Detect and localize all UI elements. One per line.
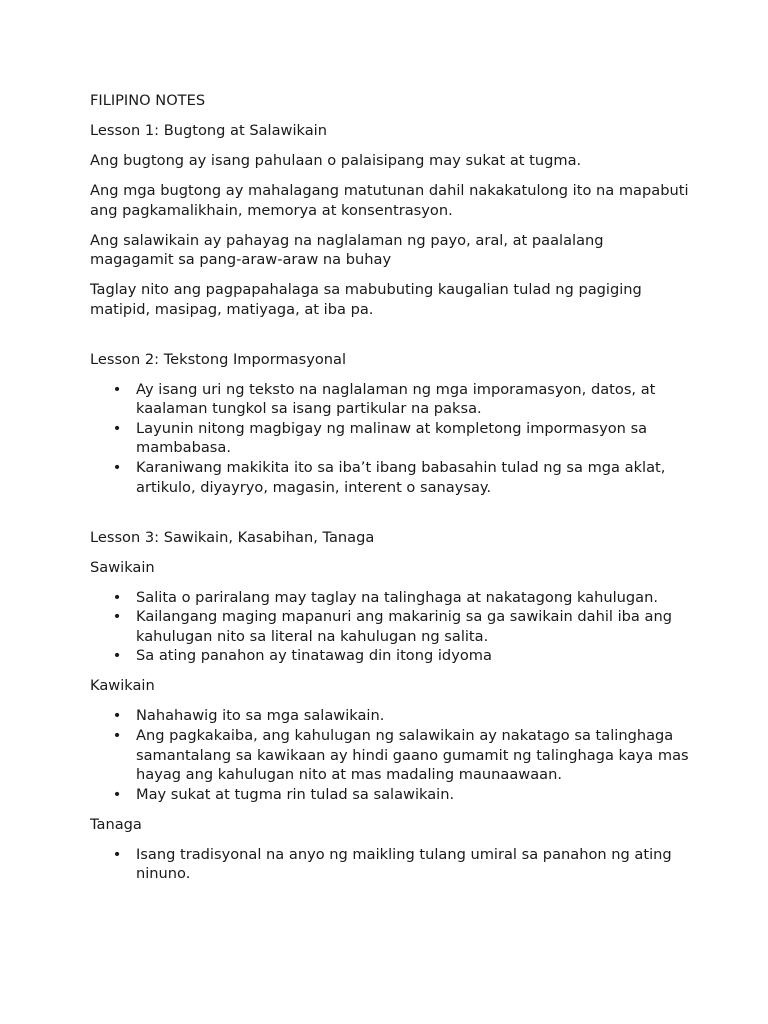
- list-item: [90, 588, 690, 608]
- lesson-1-paragraph: Ang mga bugtong ay mahalagang matutunan dahil nakakatulong ito na mapabuti ang pagkamalikhain, memorya at konsentrasyon.: [90, 181, 689, 219]
- lesson-3-heading: Lesson 3: Sawikain, Kasabihan, Tanaga: [90, 528, 375, 546]
- list-item-text: Salita o pariralang may taglay na talinghaga at nakatagong kahulugan.: [136, 588, 659, 606]
- list-item-text: Isang tradisyonal na anyo ng maikling tulang umiral sa panahon ng ating ninuno.: [136, 845, 672, 883]
- lesson-1-paragraph: Taglay nito ang pagpapahalaga sa mabubuting kaugalian tulad ng pagiging matipid, masipag, matiyaga, at iba pa.: [90, 281, 642, 318]
- sawikain-bullet-list: [90, 588, 690, 666]
- bullet-icon: •: [112, 726, 122, 744]
- lesson-2-heading: Lesson 2: Tekstong Impormasyonal: [90, 350, 347, 368]
- list-item: [90, 380, 690, 419]
- list-item-text: Karaniwang makikita ito sa iba’t ibang babasahin tulad ng sa mga aklat, artikulo, diyayryo, magasin, interent o sanaysay.: [136, 459, 666, 496]
- list-item: [90, 419, 690, 458]
- kawikain-heading: Kawikain: [90, 677, 155, 695]
- bullet-icon: •: [112, 380, 122, 398]
- list-item: [90, 706, 690, 726]
- list-item-text: Layunin nitong magbigay ng malinaw at kompletong impormasyon sa mambabasa.: [136, 419, 648, 457]
- list-item-text: Kailangang maging mapanuri ang makarinig sa ga sawikain dahil iba ang kahulugan nito sa literal na kahulugan ng salita.: [136, 608, 672, 645]
- lesson-1-paragraph: Ang salawikain ay pahayag na naglalaman ng payo, aral, at paalalang magagamit sa pang-araw-araw na buhay: [90, 231, 604, 269]
- section-spacer: [90, 330, 690, 350]
- kawikain-bullet-list: [90, 706, 690, 804]
- bullet-icon: •: [112, 608, 122, 626]
- list-item: [90, 785, 690, 805]
- tanaga-bullet-list: [90, 845, 690, 884]
- bullet-icon: •: [112, 707, 122, 725]
- list-item-text: Sa ating panahon ay tinatawag din itong idyoma: [136, 647, 492, 665]
- list-item: [90, 726, 690, 785]
- document-page: [90, 91, 690, 894]
- list-item-text: May sukat at tugma rin tulad sa salawikain.: [136, 785, 455, 803]
- lesson-1-paragraph: Ang bugtong ay isang pahulaan o palaisipang may sukat at tugma.: [90, 151, 582, 169]
- list-item: [90, 458, 690, 497]
- bullet-icon: •: [112, 785, 122, 803]
- section-spacer: [90, 508, 690, 528]
- list-item-text: Ay isang uri ng teksto na naglalaman ng mga imporamasyon, datos, at kaalaman tungkol sa isang partikular na paksa.: [136, 380, 656, 418]
- list-item: [90, 646, 690, 666]
- list-item-text: Ang pagkakaiba, ang kahulugan ng salawikain ay nakatago sa talinghaga samantalang sa kawikaan ay hindi gaano gumamit ng talinghaga kaya mas hayag ang kahulugan nito at mas madaling maunaawaan.: [136, 726, 689, 784]
- lesson-1-heading: Lesson 1: Bugtong at Salawikain: [90, 121, 327, 139]
- bullet-icon: •: [112, 419, 122, 437]
- tanaga-heading: Tanaga: [90, 815, 142, 833]
- document-title: FILIPINO NOTES: [90, 92, 206, 109]
- bullet-icon: •: [112, 845, 122, 863]
- bullet-icon: •: [112, 647, 122, 665]
- sawikain-heading: Sawikain: [90, 558, 155, 576]
- list-item: [90, 845, 690, 884]
- bullet-icon: •: [112, 459, 122, 477]
- list-item-text: Nahahawig ito sa mga salawikain.: [136, 707, 385, 725]
- bullet-icon: •: [112, 588, 122, 606]
- list-item: [90, 607, 690, 646]
- lesson-2-bullet-list: [90, 380, 690, 498]
